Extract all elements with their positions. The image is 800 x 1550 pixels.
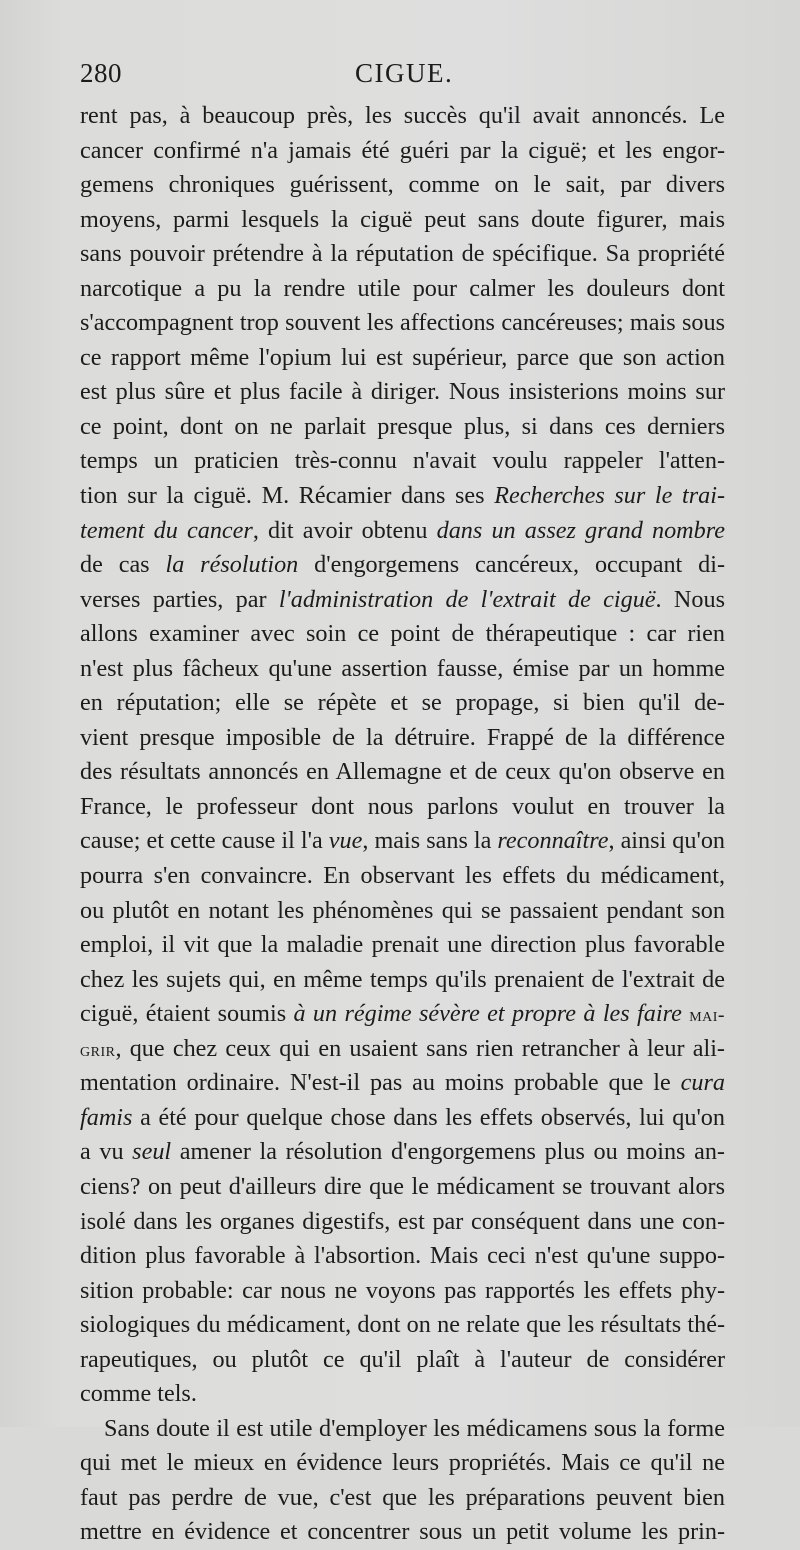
text-line [80,1032,725,1067]
italic-run: la résolution [165,551,299,579]
text-line [80,1101,725,1136]
text-run: , ainsi qu'on [608,827,726,855]
italic-run: Recherches sur le trai- [494,482,726,510]
text-run: tion sur la ciguë. M. Récamier dans ses [80,482,495,510]
text-line [80,997,725,1032]
text-run: ciguë, étaient soumis [80,1000,294,1028]
text-run: d'engorgemens cancéreux, occupant di- [298,551,726,579]
text-line [80,514,725,549]
small-caps-run: grir [80,1038,116,1061]
italic-run: l'administration de l'extrait de ciguë [278,585,656,613]
text-line: narcotique a pu la rendre utile pour calmer les douleurs dont [80,274,725,302]
italic-run: dans un assez grand nombre [436,516,725,544]
page-header [80,58,725,98]
text-line: gemens chroniques guérissent, comme on le sait, par divers [80,171,725,199]
text-line: cancer confirmé n'a jamais été guéri par la ciguë; et les engor- [80,136,725,164]
text-run: , mais sans la [362,827,498,855]
small-caps-run: mai- [689,1004,726,1027]
text-line: ce point, dont on ne parlait presque plus, si dans ces derniers [80,412,725,440]
text-line [80,1135,725,1170]
text-line: est plus sûre et plus facile à diriger. Nous insisterions moins sur [80,378,725,406]
text-line: comme tels. [80,1380,197,1408]
text-line: siologiques du médicament, dont on ne relate que les résultats thé- [80,1311,725,1339]
italic-run: famis [80,1103,133,1131]
text-line: en réputation; elle se répète et se propage, si bien qu'il de- [80,689,725,717]
body-text [80,99,725,1550]
text-line: ou plutôt en notant les phénomènes qui se passaient pendant son [80,896,725,924]
text-line: ce rapport même l'opium lui est supérieur, parce que son action [80,343,725,371]
text-line: emploi, il vit que la maladie prenait une direction plus favorable [80,931,725,959]
text-line: ciens? on peut d'ailleurs dire que le médicament se trouvant alors [80,1172,725,1200]
text-line: rent pas, à beaucoup près, les succès qu'il avait annoncés. Le [80,102,725,129]
italic-run: tement du cancer [80,516,253,544]
text-line: moyens, parmi lesquels la ciguë peut sans doute figurer, mais [80,205,725,233]
text-run: , que chez ceux qui en usaient sans rien retrancher à leur ali- [115,1034,725,1062]
text-run: cause; et cette cause il l'a [80,827,329,855]
text-run: . Nous [655,585,725,613]
italic-run: cura [680,1069,725,1097]
text-run: de cas [80,551,166,579]
text-line: chez les sujets qui, en même temps qu'ils prenaient de l'extrait de [80,965,725,993]
text-line [80,1066,725,1101]
text-run: mentation ordinaire. N'est-il pas au moins probable que le [80,1069,681,1097]
text-run: a vu [80,1138,133,1166]
page-number: 280 [80,58,122,88]
text-line: rapeutiques, ou plutôt ce qu'il plaît à l'auteur de considérer [80,1345,725,1373]
text-line: allons examiner avec soin ce point de thérapeutique : car rien [80,620,725,648]
text-run: verses parties, par [80,585,279,613]
text-line: isolé dans les organes digestifs, est par conséquent dans une con- [80,1207,725,1235]
text-run: amener la résolution d'engorgemens plus ou moins an- [171,1138,725,1166]
text-line: temps un praticien très-connu n'avait voulu rappeler l'atten- [80,447,725,475]
italic-run: reconnaître [497,827,609,855]
text-line [80,824,725,859]
text-run: a été pour quelque chose dans les effets observés, lui qu'on [132,1103,725,1131]
text-line: sition probable: car nous ne voyons pas rapportés les effets phy- [80,1276,725,1304]
text-line: des résultats annoncés en Allemagne et de ceux qu'on observe en [80,758,725,786]
text-line [80,583,725,618]
running-title: CIGUE. [355,58,454,88]
text-line: n'est plus fâcheux qu'une assertion fausse, émise par un homme [80,654,725,682]
text-line: vient presque imposible de la détruire. Frappé de la différence [80,723,725,751]
text-line [80,479,725,514]
italic-run: seul [132,1138,172,1166]
text-line: mettre en évidence et concentrer sous un petit volume les prin- [80,1518,725,1546]
text-line: faut pas perdre de vue, c'est que les préparations peuvent bien [80,1483,725,1511]
italic-run: vue [328,827,363,855]
text-line: pourra s'en convaincre. En observant les effets du médicament, [80,862,725,890]
text-line: Sans doute il est utile d'employer les médicamens sous la forme [104,1414,725,1442]
text-line [80,548,725,583]
text-line: dition plus favorable à l'absortion. Mais ceci n'est qu'une suppo- [80,1242,725,1270]
text-line: France, le professeur dont nous parlons voulut en trouver la [80,792,725,820]
text-line: sans pouvoir prétendre à la réputation de spécifique. Sa propriété [80,240,725,268]
text-run: , dit avoir obtenu [252,516,437,544]
italic-run: à un régime sévère et propre à les faire [293,1000,682,1028]
text-line: qui met le mieux en évidence leurs propriétés. Mais ce qu'il ne [80,1449,725,1477]
text-line: s'accompagnent trop souvent les affections cancéreuses; mais sous [80,309,725,337]
